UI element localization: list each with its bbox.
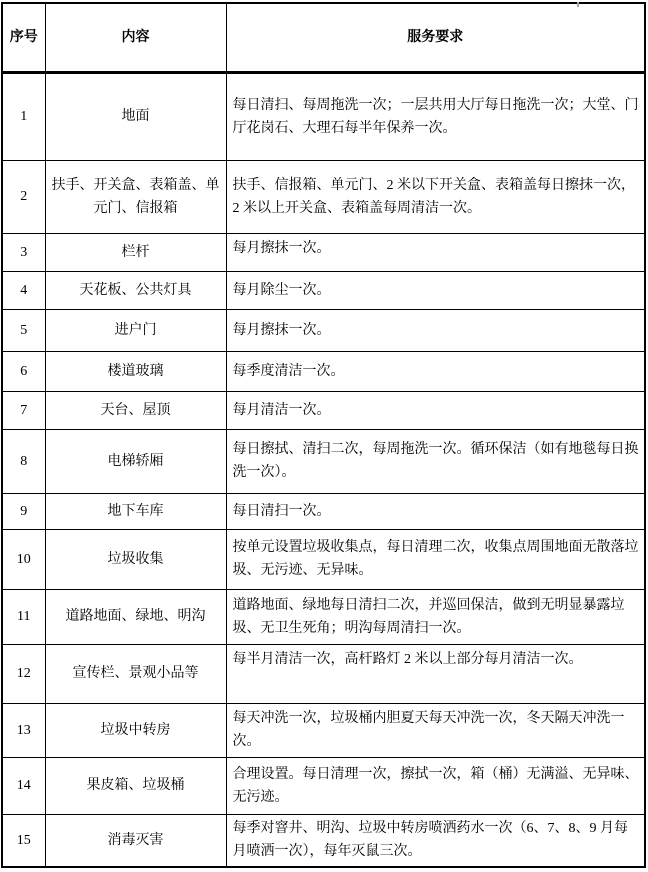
table-row (2, 351, 645, 391)
table-row (2, 493, 645, 529)
requirement-cell: 每月除尘一次。 (226, 271, 645, 309)
requirement-cell: 合理设置。每日清理一次，擦拭一次，箱（桶）无满溢、无异味、无污迹。 (226, 757, 645, 814)
table-row (2, 814, 645, 867)
content-cell: 道路地面、绿地、明沟 (45, 589, 226, 644)
content-cell: 楼道玻璃 (45, 351, 226, 391)
table-row (2, 703, 645, 757)
requirement-cell: 每月擦抹一次。 (226, 309, 645, 351)
table-row (2, 233, 645, 271)
row-number-cell: 13 (2, 703, 45, 757)
scan-artifact-tick (577, 2, 579, 7)
row-number-cell: 11 (2, 589, 45, 644)
content-cell: 果皮箱、垃圾桶 (45, 757, 226, 814)
content-cell: 垃圾收集 (45, 529, 226, 589)
content-cell: 地面 (45, 72, 226, 160)
row-number-cell: 14 (2, 757, 45, 814)
row-number-cell: 12 (2, 644, 45, 703)
header-service-requirement: 服务要求 (226, 3, 645, 72)
content-cell: 天花板、公共灯具 (45, 271, 226, 309)
requirement-cell: 每天冲洗一次，垃圾桶内胆夏天每天冲洗一次，冬天隔天冲洗一次。 (226, 703, 645, 757)
table-row (2, 429, 645, 493)
row-number-cell: 10 (2, 529, 45, 589)
content-cell: 进户门 (45, 309, 226, 351)
requirement-cell: 每日清扫、每周拖洗一次；一层共用大厅每日拖洗一次；大堂、门厅花岗石、大理石每半年保养一次。 (226, 72, 645, 160)
row-number-cell: 6 (2, 351, 45, 391)
requirement-cell: 道路地面、绿地每日清扫二次，并巡回保洁，做到无明显暴露垃圾、无卫生死角；明沟每周清扫一次。 (226, 589, 645, 644)
content-cell: 地下车库 (45, 493, 226, 529)
table-row (2, 589, 645, 644)
table-row (2, 72, 645, 160)
requirement-cell: 每季对窨井、明沟、垃圾中转房喷洒药水一次（6、7、8、9 月每月喷洒一次），每年灭鼠三次。 (226, 814, 645, 867)
requirement-cell: 扶手、信报箱、单元门、2 米以下开关盒、表箱盖每日擦抹一次，2 米以上开关盒、表箱盖每周清洁一次。 (226, 160, 645, 233)
table-row (2, 644, 645, 703)
requirement-cell: 每日清扫一次。 (226, 493, 645, 529)
table-body (2, 72, 645, 867)
requirement-cell: 每日擦拭、清扫二次，每周拖洗一次。循环保洁（如有地毯每日换洗一次）。 (226, 429, 645, 493)
header-content: 内容 (45, 3, 226, 72)
content-cell: 天台、屋顶 (45, 391, 226, 429)
table-header (2, 3, 645, 72)
row-number-cell: 15 (2, 814, 45, 867)
table-row (2, 160, 645, 233)
header-serial-number: 序号 (2, 3, 45, 72)
row-number-cell: 1 (2, 72, 45, 160)
requirement-cell: 每月擦抹一次。 (226, 233, 645, 271)
row-number-cell: 7 (2, 391, 45, 429)
row-number-cell: 3 (2, 233, 45, 271)
content-cell: 垃圾中转房 (45, 703, 226, 757)
requirement-cell: 每半月清洁一次，高杆路灯 2 米以上部分每月清洁一次。 (226, 644, 645, 703)
requirement-cell: 每月清洁一次。 (226, 391, 645, 429)
requirement-cell: 按单元设置垃圾收集点，每日清理二次，收集点周围地面无散落垃圾、无污迹、无异味。 (226, 529, 645, 589)
requirement-cell: 每季度清洁一次。 (226, 351, 645, 391)
row-number-cell: 4 (2, 271, 45, 309)
content-cell: 扶手、开关盒、表箱盖、单元门、信报箱 (45, 160, 226, 233)
row-number-cell: 2 (2, 160, 45, 233)
table-row (2, 391, 645, 429)
content-cell: 宣传栏、景观小品等 (45, 644, 226, 703)
row-number-cell: 9 (2, 493, 45, 529)
content-cell: 栏杆 (45, 233, 226, 271)
table-row (2, 309, 645, 351)
table-row (2, 271, 645, 309)
row-number-cell: 5 (2, 309, 45, 351)
table-row (2, 529, 645, 589)
row-number-cell: 8 (2, 429, 45, 493)
service-requirements-table (1, 2, 646, 868)
content-cell: 电梯轿厢 (45, 429, 226, 493)
content-cell: 消毒灭害 (45, 814, 226, 867)
header-row (2, 3, 645, 72)
table-row (2, 757, 645, 814)
